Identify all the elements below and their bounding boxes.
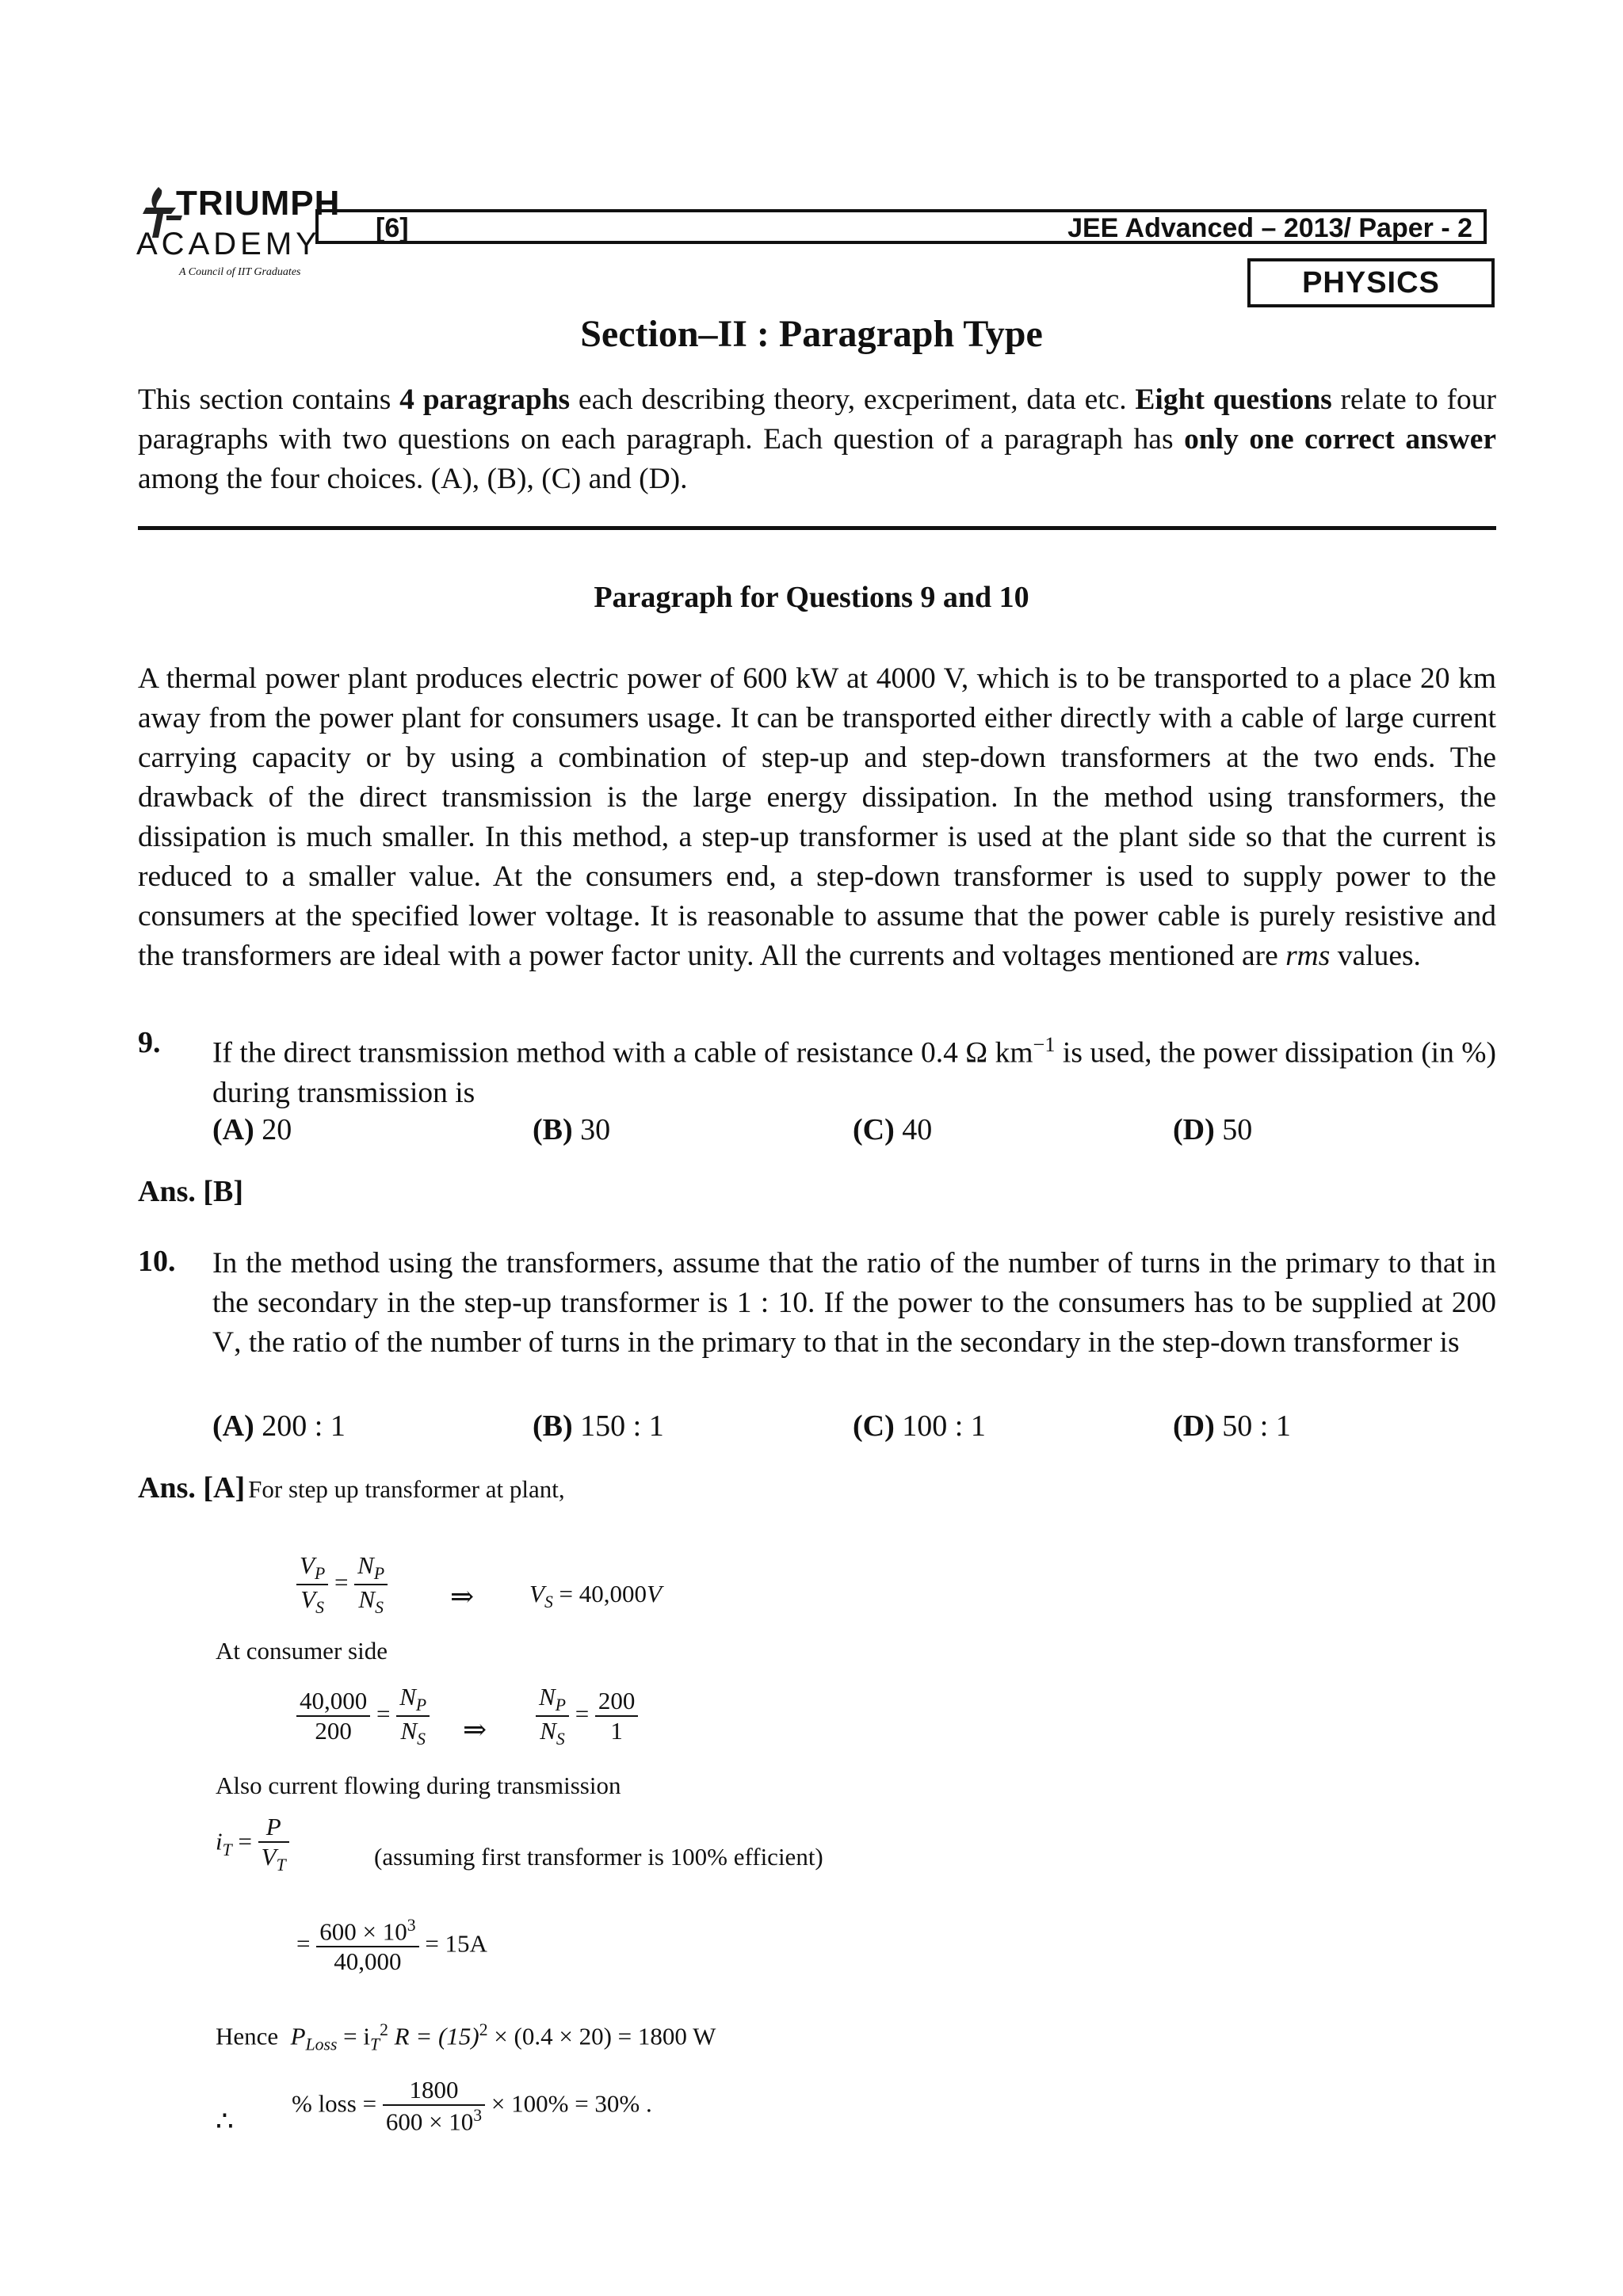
q10-answer-note: For step up transformer at plant,: [248, 1475, 565, 1503]
header-bar: [315, 209, 1487, 244]
q9-option-a: (A) 20: [212, 1113, 292, 1146]
logo-word-academy: ACADEMY: [136, 227, 321, 261]
eq-vs-value: $V_S = 40,000V$: [529, 1580, 662, 1612]
eq-current-value: = $\frac{600 \times 10^3}{40,000}$ = 15A: [296, 1916, 487, 1976]
q10-option-c: (C) 100 : 1: [853, 1409, 986, 1443]
therefore-symbol: ∴: [216, 2105, 234, 2137]
q10-answer: Ans. [A] For step up transformer at plant,: [138, 1471, 565, 1505]
page-number: [6]: [376, 213, 409, 243]
academy-logo: [135, 184, 341, 287]
question-9-number: 9.: [138, 1026, 161, 1059]
eq-current: $i_T$ = $\frac{P}{V_T}$: [216, 1813, 289, 1875]
q9-option-c: (C) 40: [853, 1113, 933, 1146]
efficiency-assumption: (assuming first transformer is 100% efficient): [374, 1843, 823, 1871]
q10-option-a: (A) 200 : 1: [212, 1409, 346, 1443]
logo-word-triumph: TRIUMPH: [176, 184, 341, 223]
consumer-side-label: At consumer side: [216, 1637, 388, 1665]
q9-option-d: (D) 50: [1173, 1113, 1253, 1146]
section-divider: [138, 526, 1496, 530]
implies-symbol-1: ⇒: [450, 1581, 475, 1612]
question-10-number: 10.: [138, 1245, 176, 1278]
question-10-text: In the method using the transformers, assume that the ratio of the number of turns in the primary to that in the secondary in the step-up transformer is 1 : 10. If the power to the consumers has to be supplied at 200 V, the ratio of the number of turns in the primary to that in the secondary in the step-down transformer is: [212, 1247, 1496, 1359]
subject-box: PHYSICS: [1247, 258, 1495, 307]
q10-option-d: (D) 50 : 1: [1173, 1409, 1291, 1443]
section-intro: This section contains 4 paragraphs each describing theory, excperiment, data etc. Eight questions relate to four paragraphs with two questions on each paragraph. Each question of a paragraph has only one correct answer among the four choices. (A), (B), (C) and (D).: [138, 383, 1496, 495]
eq-voltage-ratio: $\frac{V_P}{V_S}$ = $\frac{N_P}{N_S}$: [296, 1551, 388, 1618]
logo-tagline: A Council of IIT Graduates: [179, 266, 301, 278]
eq-turns-ratio: $\frac{N_P}{N_S}$ = $\frac{200}{1}$: [536, 1683, 638, 1749]
section-title: Section–II : Paragraph Type: [580, 313, 1043, 355]
paragraph-heading: Paragraph for Questions 9 and 10: [594, 581, 1029, 614]
q10-option-b: (B) 150 : 1: [533, 1409, 664, 1443]
eq-percent-loss: % loss = $\frac{1800}{600 \times 10^3}$ × 100% = 30% .: [292, 2076, 652, 2136]
q9-option-b: (B) 30: [533, 1113, 611, 1146]
question-9-text: If the direct transmission method with a cable of resistance 0.4 Ω $km^{-1}$ is used, the power dissipation (in %) during transmission is: [212, 1033, 1497, 1109]
q9-answer: Ans. [B]: [138, 1175, 244, 1208]
implies-symbol-2: ⇒: [463, 1714, 487, 1745]
paragraph-text: A thermal power plant produces electric power of 600 kW at 4000 V, which is to be transported to a place 20 km away from the power plant for consumers usage. It can be transported either directly with a cable of large current carrying capacity or by using a combination of step-up and step-down transformers at the two ends. The drawback of the direct transmission is the large energy dissipation. In the method using transformers, the dissipation is much smaller. In this method, a step-up transformer is used at the plant side so that the current is reduced to a smaller value. At the consumers end, a step-down transformer is used to supply power to the consumers at the specified lower voltage. It is reasonable to assume that the power cable is purely resistive and the transformers are ideal with a power factor unity. All the currents and voltages mentioned are rms values.: [138, 662, 1496, 972]
current-label: Also current flowing during transmission: [216, 1772, 621, 1799]
exam-title: JEE Advanced – 2013/ Paper - 2: [1067, 213, 1472, 243]
eq-consumer-ratio: $\frac{40,000}{200}$ = $\frac{N_P}{N_S}$: [296, 1683, 430, 1749]
eq-power-loss: Hence $P_{Loss} = i_T^2$ $R = (15)^2 \times (0.4 \times 20) = 1800$ W: [216, 2020, 716, 2054]
